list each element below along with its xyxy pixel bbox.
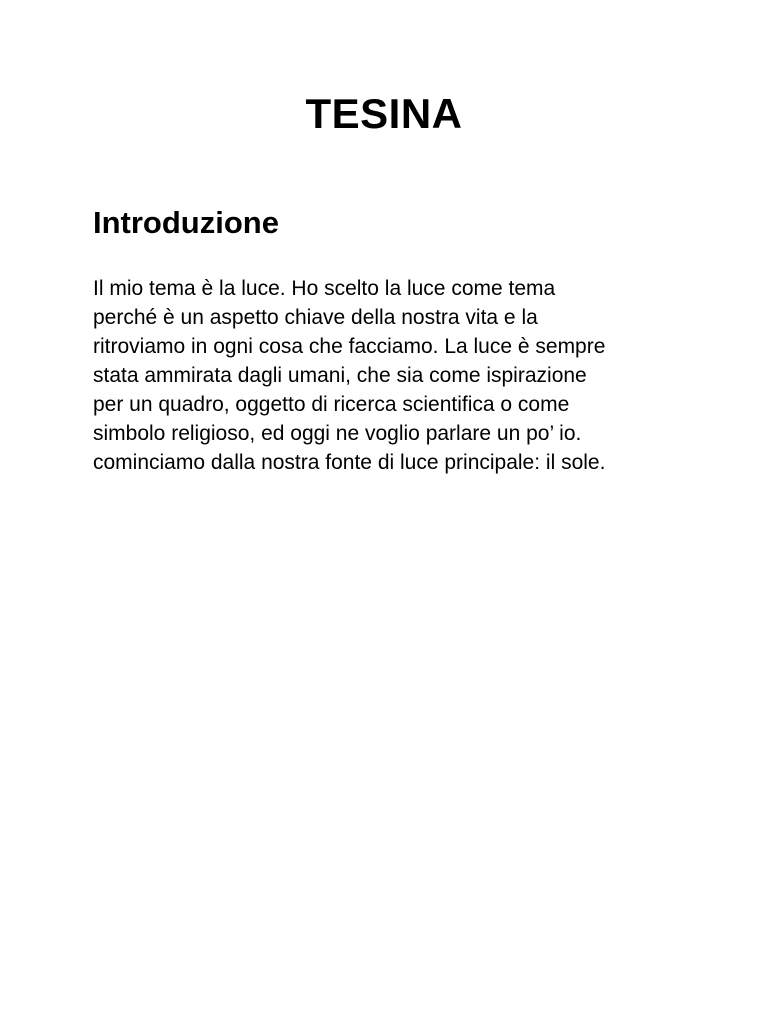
paragraph-line: ritroviamo in ogni cosa che facciamo. La luce è sempre xyxy=(93,335,606,358)
paragraph-line: Il mio tema è la luce. Ho scelto la luce come tema xyxy=(93,277,556,300)
paragraph-line: cominciamo dalla nostra fonte di luce principale: il sole. xyxy=(93,451,606,474)
paragraph-line: simbolo religioso, ed oggi ne voglio parlare un po’ io. xyxy=(93,422,582,445)
introduction-paragraph xyxy=(93,274,693,477)
paragraph-line: stata ammirata dagli umani, che sia come ispirazione xyxy=(93,364,587,387)
paragraph-line: per un quadro, oggetto di ricerca scientifica o come xyxy=(93,393,570,416)
document-title: TESINA xyxy=(305,90,463,137)
section-heading-introduzione: Introduzione xyxy=(93,205,279,240)
paragraph-line: perché è un aspetto chiave della nostra vita e la xyxy=(93,306,538,329)
